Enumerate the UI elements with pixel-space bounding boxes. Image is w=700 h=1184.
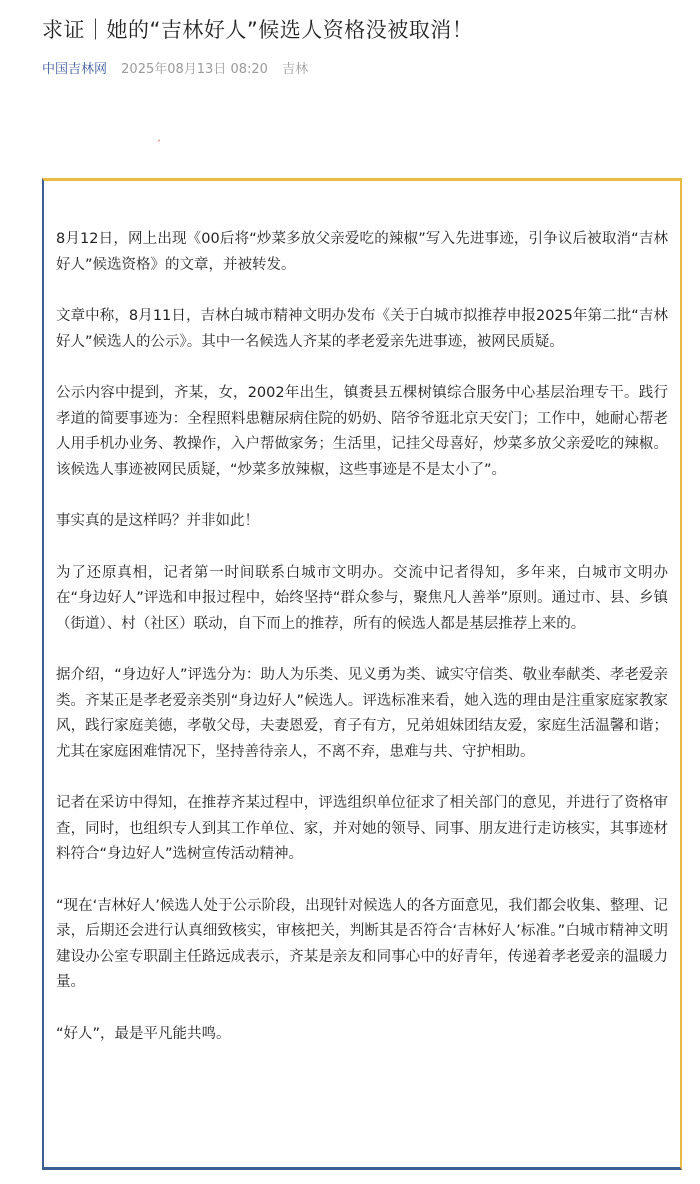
paragraph-4: 事实真的是这样吗？并非如此！ xyxy=(56,513,259,529)
paragraph-9: “好人”，最是平凡能共鸣。 xyxy=(56,1025,231,1042)
article-meta xyxy=(42,58,308,77)
region-tag: 吉林 xyxy=(282,62,309,77)
paragraph-6: 据介绍，“身边好人”评选分为：助人为乐类、见义勇为类、诚实守信类、敬业奉献类、孝老爱亲类。齐某正是孝老爱亲类别“身边好人”候选人。评选标准来看，她入选的理由是注重家庭家教家风，践行家庭美德，孝敬父母，夫妻恩爱，育子有方，兄弟姐妹团结友爱，家庭生活温馨和谐；尤其在家庭困难情况下，坚持善待亲人，不离不弃，患难与共、守护相助。 xyxy=(56,667,668,760)
paragraph-1: 8月12日，网上出现《00后将“炒菜多放父亲爱吃的辣椒”写入先进事迹，引争议后被取消“吉林好人”候选资格》的文章，并被转发。 xyxy=(56,231,668,273)
article-body xyxy=(56,227,668,1073)
paragraph-5: 为了还原真相，记者第一时间联系白城市文明办。交流中记者得知，多年来，白城市文明办在“身边好人”评选和申报过程中，始终坚持“群众参与，聚焦凡人善举”原则。通过市、县、乡镇（街道）、村（社区）联动，自下而上的推荐，所有的候选人都是基层推荐上来的。 xyxy=(56,564,668,632)
paragraph-2: 文章中称，8月11日，吉林白城市精神文明办发布《关于白城市拟推荐申报2025年第二批“吉林好人”候选人的公示》。其中一名候选人齐某的孝老爱亲先进事迹，被网民质疑。 xyxy=(56,308,668,350)
paragraph-3: 公示内容中提到，齐某，女，2002年出生，镇赉县五棵树镇综合服务中心基层治理专干。践行孝道的简要事迹为：全程照料患糖尿病住院的奶奶、陪爷爷逛北京天安门；工作中，她耐心帮老人用手机办业务、教操作，入户帮做家务；生活里，记挂父母喜好，炒菜多放父亲爱吃的辣椒。该候选人事迹被网民质疑，“炒菜多放辣椒，这些事迹是不是太小了”。 xyxy=(56,385,668,478)
source-link[interactable]: 中国吉林网 xyxy=(42,62,108,77)
publish-date: 2025年08月13日 08:20 xyxy=(121,62,268,77)
paragraph-8: “现在‘吉林好人’候选人处于公示阶段，出现针对候选人的各方面意见，我们都会收集、整理、记录，后期还会进行认真细致核实，审核把关，判断其是否符合‘吉林好人’标准。”白城市精神文明建设办公室专职副主任路远成表示，齐某是亲友和同事心中的好青年，传递着孝老爱亲的温暖力量。 xyxy=(56,897,668,990)
paragraph-7: 记者在采访中得知，在推荐齐某过程中，评选组织单位征求了相关部门的意见，并进行了资格审查，同时，也组织专人到其工作单位、家，并对她的领导、同事、朋友进行走访核实，其事迹材料符合“身边好人”选树宣传活动精神。 xyxy=(56,795,668,862)
article-content-frame xyxy=(42,178,682,1170)
decorative-mark-icon: ˏ xyxy=(156,131,161,142)
article-title: 求证｜她的“吉林好人”候选人资格没被取消！ xyxy=(42,18,474,42)
